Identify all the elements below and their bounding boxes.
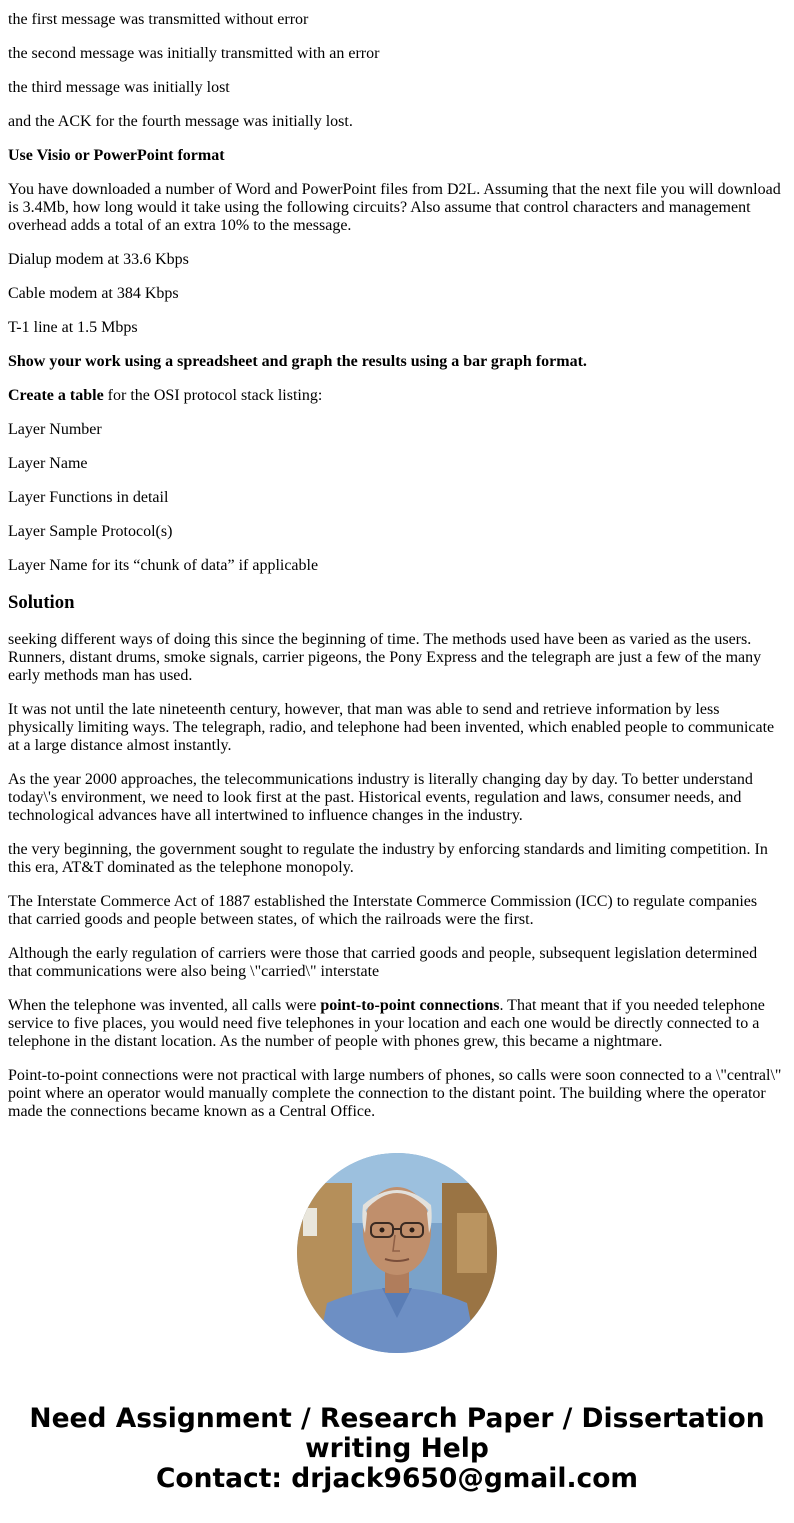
format-note-text: Use Visio or PowerPoint format <box>8 147 225 164</box>
p2p-bold: point-to-point connections <box>320 997 500 1014</box>
document-body <box>8 11 784 1137</box>
p2p-post: . That meant that if you needed telephone service to five places, you would need five telephones in your location and each one would be directly connected to a telephone in the distant location. As the number of people with phones grew, this became a nightmare. <box>8 997 765 1050</box>
circuit-item: T-1 line at 1.5 Mbps <box>8 319 138 336</box>
circuit-item: Cable modem at 384 Kbps <box>8 285 179 302</box>
table-field: Layer Name <box>8 455 88 472</box>
table-field: Layer Name for its “chunk of data” if applicable <box>8 557 319 574</box>
footer-line: Need Assignment / Research Paper / Dissertation <box>29 1403 765 1434</box>
format-note <box>8 147 784 165</box>
show-work-instruction <box>8 353 784 371</box>
solution-paragraph: The Interstate Commerce Act of 1887 established the Interstate Commerce Commission (ICC) to regulate companies that carried goods and people between states, of which the railroads were the first. <box>8 893 758 928</box>
solution-heading: Solution <box>8 592 75 613</box>
question-item: the first message was transmitted without error <box>8 11 309 28</box>
p2p-pre: When the telephone was invented, all calls were <box>8 997 321 1014</box>
question-item: and the ACK for the fourth message was initially lost. <box>8 113 353 130</box>
create-table-instruction <box>8 387 784 405</box>
download-question: You have downloaded a number of Word and PowerPoint files from D2L. Assuming that the next file you will download is 3.4Mb, how long would it take using the following circuits? Also assume that control characters and management overhead adds a total of an extra 10% to the message. <box>8 181 781 234</box>
footer-line: writing Help <box>305 1433 489 1464</box>
solution-paragraph: As the year 2000 approaches, the telecommunications industry is literally changing day by day. To better understand today\'s environment, we need to look first at the past. Historical events, regulation and laws, consumer needs, and technological advances have all intertwined to influence changes in the industry. <box>8 771 753 824</box>
footer-contact: Contact: drjack9650@gmail.com <box>155 1463 639 1494</box>
solution-paragraph: Although the early regulation of carriers were those that carried goods and people, subsequent legislation determined that communications were also being \"carried\" interstate <box>8 945 758 980</box>
table-field: Layer Functions in detail <box>8 489 169 506</box>
table-field: Layer Number <box>8 421 102 438</box>
footer-banner <box>0 1404 794 1494</box>
question-item: the second message was initially transmitted with an error <box>8 45 380 62</box>
circuit-item: Dialup modem at 33.6 Kbps <box>8 251 189 268</box>
question-item: the third message was initially lost <box>8 79 230 96</box>
author-photo <box>297 1153 497 1353</box>
solution-paragraph: the very beginning, the government sought to regulate the industry by enforcing standards and limiting competition. In this era, AT&T dominated as the telephone monopoly. <box>8 841 768 876</box>
create-table-bold: Create a table <box>8 387 104 404</box>
avatar <box>297 1153 497 1353</box>
table-field: Layer Sample Protocol(s) <box>8 523 173 540</box>
solution-paragraph: seeking different ways of doing this since the beginning of time. The methods used have been as varied as the users. Runners, distant drums, smoke signals, carrier pigeons, the Pony Express and the telegraph are just a few of the many early methods man has used. <box>8 631 762 684</box>
central-office-paragraph: Point-to-point connections were not practical with large numbers of phones, so calls were soon connected to a \"central\" point where an operator would manually complete the connection to the distant point. The building where the operator made the connections became known as a Central Office. <box>8 1067 782 1120</box>
show-work-text: Show your work using a spreadsheet and graph the results using a bar graph format. <box>8 353 587 370</box>
solution-paragraph: It was not until the late nineteenth century, however, that man was able to send and retrieve information by less physically limiting ways. The telegraph, radio, and telephone had been invented, which enabled people to communicate at a large distance almost instantly. <box>8 701 775 754</box>
create-table-rest: for the OSI protocol stack listing: <box>103 387 323 404</box>
point-to-point-paragraph <box>8 997 784 1051</box>
